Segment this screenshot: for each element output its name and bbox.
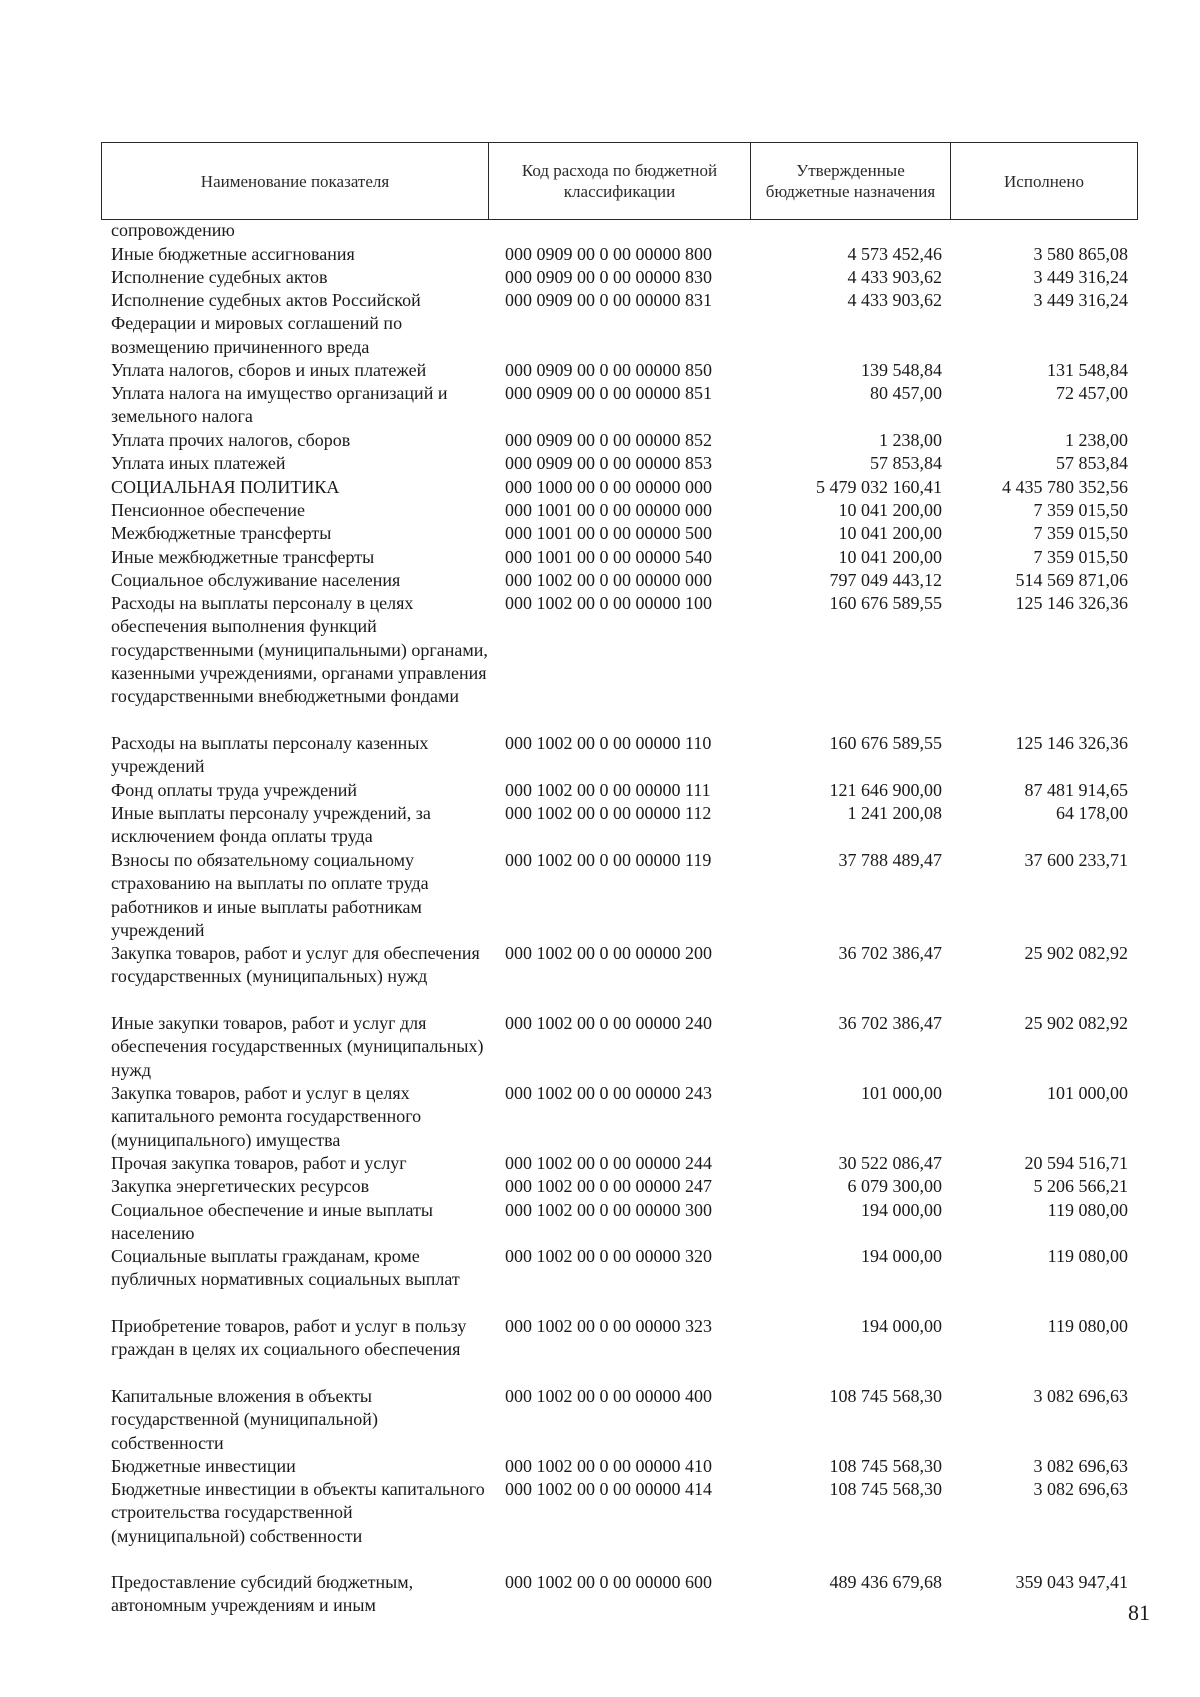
row-executed: 5 206 566,21 [1033,1176,1128,1196]
row-approved: 139 548,84 [861,360,942,380]
row-executed: 3 082 696,63 [1033,1456,1128,1476]
row-code: 000 1002 00 0 00 00000 247 [505,1176,712,1196]
header-code: Код расхода по бюджетной классификации [489,143,751,219]
row-executed: 119 080,00 [1047,1246,1128,1266]
row-code: 000 1001 00 0 00 00000 000 [505,500,712,520]
row-code: 000 1002 00 0 00 00000 320 [505,1246,712,1266]
row-code: 000 0909 00 0 00 00000 851 [505,383,712,403]
row-name: Расходы на выплаты персоналу казенных учреждений [111,733,429,777]
row-approved: 10 041 200,00 [838,500,942,520]
header-approved: Утвержденные бюджетные назначения [751,143,951,219]
row-executed: 131 548,84 [1047,360,1128,380]
row-code: 000 0909 00 0 00 00000 853 [505,453,712,473]
row-approved: 1 241 200,08 [847,803,942,823]
row-name: Приобретение товаров, работ и услуг в пользу граждан в целях их социального обеспечения [111,1316,467,1360]
row-approved: 4 433 903,62 [847,267,942,287]
row-name: Иные межбюджетные трансферты [111,547,375,567]
row-approved: 101 000,00 [861,1083,942,1103]
row-approved: 4 433 903,62 [847,290,942,310]
row-code: 000 1002 00 0 00 00000 112 [505,803,712,823]
row-name: Прочая закупка товаров, работ и услуг [111,1153,407,1173]
row-code: 000 1002 00 0 00 00000 400 [505,1386,712,1406]
row-code: 000 1002 00 0 00 00000 240 [505,1013,712,1033]
row-name: Иные бюджетные ассигнования [111,244,355,264]
row-code: 000 1002 00 0 00 00000 600 [505,1572,712,1592]
row-name: Исполнение судебных актов [111,267,328,287]
row-code: 000 1002 00 0 00 00000 244 [505,1153,712,1173]
row-approved: 194 000,00 [861,1246,942,1266]
row-executed: 87 481 914,65 [1024,780,1128,800]
row-executed: 20 594 516,71 [1024,1153,1128,1173]
header-executed: Исполнено [1004,171,1084,191]
row-approved: 160 676 589,55 [829,593,942,613]
row-approved: 4 573 452,46 [847,244,942,264]
row-approved: 489 436 679,68 [829,1572,942,1592]
row-approved: 6 079 300,00 [847,1176,942,1196]
row-name: Социальные выплаты гражданам, кроме публичных нормативных социальных выплат [111,1246,460,1290]
row-name: СОЦИАЛЬНАЯ ПОЛИТИКА [111,477,340,497]
row-approved: 37 788 489,47 [838,850,942,870]
row-executed: 7 359 015,50 [1033,547,1128,567]
row-approved: 121 646 900,00 [829,780,942,800]
row-code: 000 1002 00 0 00 00000 111 [505,780,711,800]
row-approved: 108 745 568,30 [829,1386,942,1406]
row-code: 000 1002 00 0 00 00000 410 [505,1456,712,1476]
row-name: Капитальные вложения в объекты государственной (муниципальной) собственности [111,1386,378,1453]
row-code: 000 1002 00 0 00 00000 414 [505,1479,712,1499]
row-name: Иные закупки товаров, работ и услуг для обеспечения государственных (муниципальных) нужд [111,1013,484,1080]
row-executed: 3 580 865,08 [1033,244,1128,264]
row-executed: 72 457,00 [1056,383,1128,403]
row-executed: 3 082 696,63 [1033,1386,1128,1406]
row-name: Бюджетные инвестиции в объекты капитального строительства государственной (муниципальной) собственности [111,1479,485,1546]
row-code: 000 1001 00 0 00 00000 500 [505,523,712,543]
row-executed: 7 359 015,50 [1033,500,1128,520]
row-executed: 57 853,84 [1056,453,1128,473]
row-approved: 80 457,00 [870,383,942,403]
row-name: Пенсионное обеспечение [111,500,306,520]
header-name: Наименование показателя [102,143,489,219]
row-approved: 57 853,84 [870,453,942,473]
row-approved: 797 049 443,12 [829,570,942,590]
row-name: Закупка энергетических ресурсов [111,1176,370,1196]
row-executed: 3 449 316,24 [1033,290,1128,310]
row-code: 000 0909 00 0 00 00000 800 [505,244,712,264]
row-name: Расходы на выплаты персоналу в целях обеспечения выполнения функций государственными (муниципальными) органами, казенными учреждениями, органами управления государственными внебюджетными фондами [111,593,488,707]
row-name: Уплата налога на имущество организаций и земельного налога [111,383,448,427]
row-approved: 194 000,00 [861,1316,942,1336]
row-name: сопровождению [111,220,235,240]
row-code: 000 1002 00 0 00 00000 119 [505,850,712,870]
row-name: Закупка товаров, работ и услуг в целях капитального ремонта государственного (муниципального) имущества [111,1083,422,1150]
row-name: Взносы по обязательному социальному страхованию на выплаты по оплате труда работников и иные выплаты работникам учреждений [111,850,429,940]
row-code: 000 1001 00 0 00 00000 540 [505,547,712,567]
row-approved: 10 041 200,00 [838,523,942,543]
row-executed: 37 600 233,71 [1024,850,1128,870]
row-code: 000 1002 00 0 00 00000 100 [505,593,712,613]
row-name: Предоставление субсидий бюджетным, автономным учреждениям и иным [111,1572,414,1616]
row-executed: 64 178,00 [1056,803,1128,823]
row-name: Исполнение судебных актов Российской Федерации и мировых соглашений по возмещению причиненного вреда [111,290,421,357]
row-executed: 25 902 082,92 [1024,943,1128,963]
row-code: 000 1002 00 0 00 00000 323 [505,1316,712,1336]
row-executed: 4 435 780 352,56 [1002,477,1128,497]
row-approved: 36 702 386,47 [838,1013,942,1033]
row-name: Уплата прочих налогов, сборов [111,430,351,450]
row-code: 000 1002 00 0 00 00000 000 [505,570,712,590]
row-code: 000 0909 00 0 00 00000 850 [505,360,712,380]
row-executed: 7 359 015,50 [1033,523,1128,543]
row-code: 000 1002 00 0 00 00000 200 [505,943,712,963]
row-executed: 101 000,00 [1047,1083,1128,1103]
row-approved: 5 479 032 160,41 [816,477,942,497]
row-name: Иные выплаты персоналу учреждений, за исключением фонда оплаты труда [111,803,431,847]
row-name: Межбюджетные трансферты [111,523,332,543]
row-name: Фонд оплаты труда учреждений [111,780,357,800]
page-number: 81 [1128,1600,1150,1625]
row-approved: 30 522 086,47 [838,1153,942,1173]
row-executed: 3 449 316,24 [1033,267,1128,287]
row-approved: 10 041 200,00 [838,547,942,567]
row-name: Уплата налогов, сборов и иных платежей [111,360,427,380]
row-executed: 514 569 871,06 [1015,570,1128,590]
row-code: 000 0909 00 0 00 00000 830 [505,267,712,287]
row-approved: 160 676 589,55 [829,733,942,753]
table-header [101,142,1138,220]
row-name: Социальное обеспечение и иные выплаты населению [111,1200,433,1244]
row-code: 000 1002 00 0 00 00000 300 [505,1200,712,1220]
row-code: 000 0909 00 0 00 00000 831 [505,290,712,310]
row-executed: 119 080,00 [1047,1200,1128,1220]
row-executed: 119 080,00 [1047,1316,1128,1336]
row-approved: 36 702 386,47 [838,943,942,963]
row-code: 000 0909 00 0 00 00000 852 [505,430,712,450]
row-code: 000 1000 00 0 00 00000 000 [505,477,712,497]
row-approved: 194 000,00 [861,1200,942,1220]
row-executed: 359 043 947,41 [1015,1572,1128,1592]
row-approved: 108 745 568,30 [829,1479,942,1499]
row-code: 000 1002 00 0 00 00000 110 [505,733,712,753]
row-name: Закупка товаров, работ и услуг для обеспечения государственных (муниципальных) нужд [111,943,480,987]
row-name: Уплата иных платежей [111,453,286,473]
row-executed: 125 146 326,36 [1015,733,1128,753]
row-name: Социальное обслуживание населения [111,570,401,590]
row-approved: 1 238,00 [879,430,942,450]
row-executed: 25 902 082,92 [1024,1013,1128,1033]
row-approved: 108 745 568,30 [829,1456,942,1476]
row-executed: 1 238,00 [1065,430,1128,450]
row-executed: 125 146 326,36 [1015,593,1128,613]
row-name: Бюджетные инвестиции [111,1456,296,1476]
row-executed: 3 082 696,63 [1033,1479,1128,1499]
row-code: 000 1002 00 0 00 00000 243 [505,1083,712,1103]
